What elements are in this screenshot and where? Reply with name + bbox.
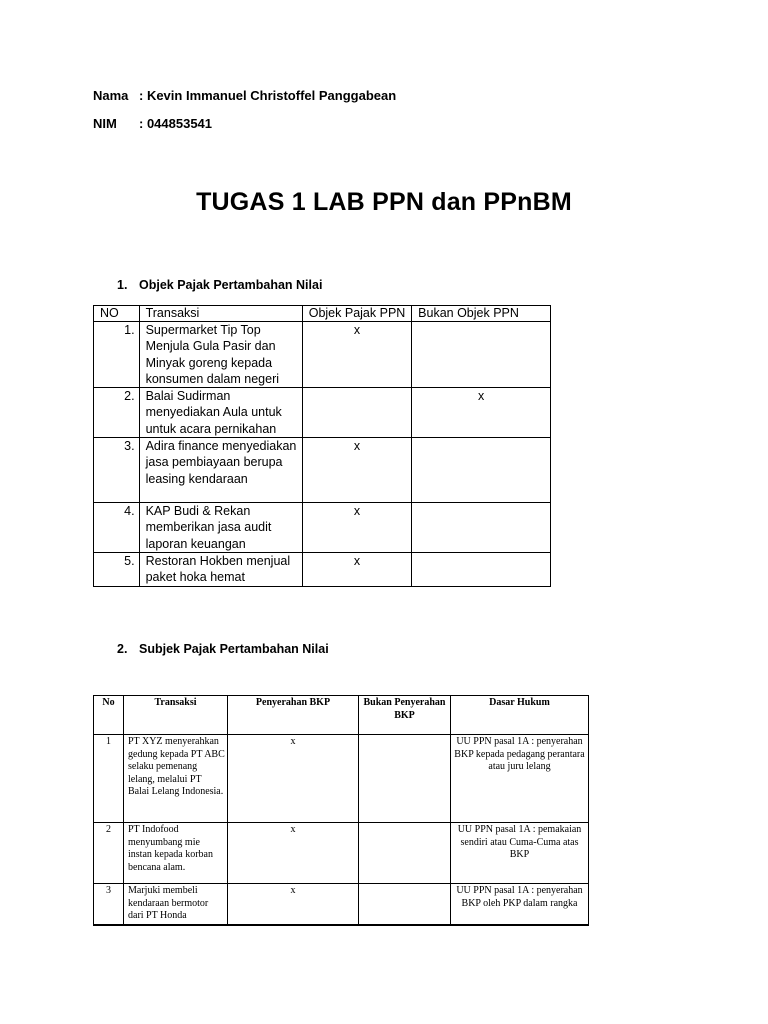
row-no: 1 bbox=[94, 735, 124, 823]
table-row bbox=[94, 884, 589, 925]
row-dasar-hukum: UU PPN pasal 1A : pemakaian sendiri atau Cuma-Cuma atas BKP bbox=[451, 823, 589, 884]
table-bottom-border bbox=[93, 925, 589, 926]
row-transaksi: Marjuki membeli kendaraan bermotor dari PT Honda bbox=[124, 884, 228, 925]
row-dasar-hukum: UU PPN pasal 1A : penyerahan BKP kepada pedagang perantara atau juru lelang bbox=[451, 735, 589, 823]
row-no: 3. bbox=[94, 438, 140, 503]
row-bukan-mark bbox=[359, 735, 451, 823]
row-objek-mark: x bbox=[302, 552, 411, 586]
column-header-bukan-penyerahan: Bukan Penyerahan BKP bbox=[359, 696, 451, 735]
column-header-bukan: Bukan Objek PPN bbox=[412, 306, 551, 322]
column-header-dasar-hukum: Dasar Hukum bbox=[451, 696, 589, 735]
row-bukan-mark: x bbox=[412, 388, 551, 438]
column-header-no: NO bbox=[94, 306, 140, 322]
row-no: 2 bbox=[94, 823, 124, 884]
column-header-penyerahan: Penyerahan BKP bbox=[228, 696, 359, 735]
page-title: TUGAS 1 LAB PPN dan PPnBM bbox=[196, 188, 572, 216]
nama-label: Nama bbox=[93, 88, 129, 103]
row-bukan-mark bbox=[359, 884, 451, 925]
section2-number: 2. bbox=[117, 642, 128, 656]
row-no: 2. bbox=[94, 388, 140, 438]
row-no: 4. bbox=[94, 503, 140, 553]
column-header-transaksi: Transaksi bbox=[124, 696, 228, 735]
subjek-ppn-table bbox=[93, 695, 589, 925]
table-row bbox=[94, 735, 589, 823]
row-no: 1. bbox=[94, 322, 140, 388]
row-dasar-hukum: UU PPN pasal 1A : penyerahan BKP oleh PKP dalam rangka bbox=[451, 884, 589, 925]
row-transaksi: Restoran Hokben menjual paket hoka hemat bbox=[139, 552, 302, 586]
section1-title: Objek Pajak Pertambahan Nilai bbox=[139, 278, 323, 292]
row-transaksi: PT Indofood menyumbang mie instan kepada korban bencana alam. bbox=[124, 823, 228, 884]
row-transaksi: Balai Sudirman menyediakan Aula untuk untuk acara pernikahan bbox=[139, 388, 302, 438]
section2-title: Subjek Pajak Pertambahan Nilai bbox=[139, 642, 329, 656]
column-header-no: No bbox=[94, 696, 124, 735]
section1-number: 1. bbox=[117, 278, 128, 292]
table-row bbox=[94, 823, 589, 884]
nim-value: : 044853541 bbox=[139, 116, 213, 131]
row-objek-mark: x bbox=[302, 503, 411, 553]
row-transaksi: Adira finance menyediakan jasa pembiayaan berupa leasing kendaraan bbox=[139, 438, 302, 503]
row-penyerahan-mark: x bbox=[228, 735, 359, 823]
row-penyerahan-mark: x bbox=[228, 823, 359, 884]
row-bukan-mark bbox=[359, 823, 451, 884]
column-header-objek: Objek Pajak PPN bbox=[302, 306, 411, 322]
row-transaksi: KAP Budi & Rekan memberikan jasa audit laporan keuangan bbox=[139, 503, 302, 553]
row-penyerahan-mark: x bbox=[228, 884, 359, 925]
row-objek-mark: x bbox=[302, 438, 411, 503]
row-no: 5. bbox=[94, 552, 140, 586]
row-no: 3 bbox=[94, 884, 124, 925]
row-transaksi: Supermarket Tip Top Menjula Gula Pasir dan Minyak goreng kepada konsumen dalam negeri bbox=[139, 322, 302, 388]
row-objek-mark: x bbox=[302, 322, 411, 388]
column-header-transaksi: Transaksi bbox=[139, 306, 302, 322]
nama-value: : Kevin Immanuel Christoffel Panggabean bbox=[139, 88, 397, 103]
nim-label: NIM bbox=[93, 116, 117, 131]
table-header-row bbox=[94, 696, 589, 735]
row-transaksi: PT XYZ menyerahkan gedung kepada PT ABC selaku pemenang lelang, melalui PT Balai Lelang Indonesia. bbox=[124, 735, 228, 823]
